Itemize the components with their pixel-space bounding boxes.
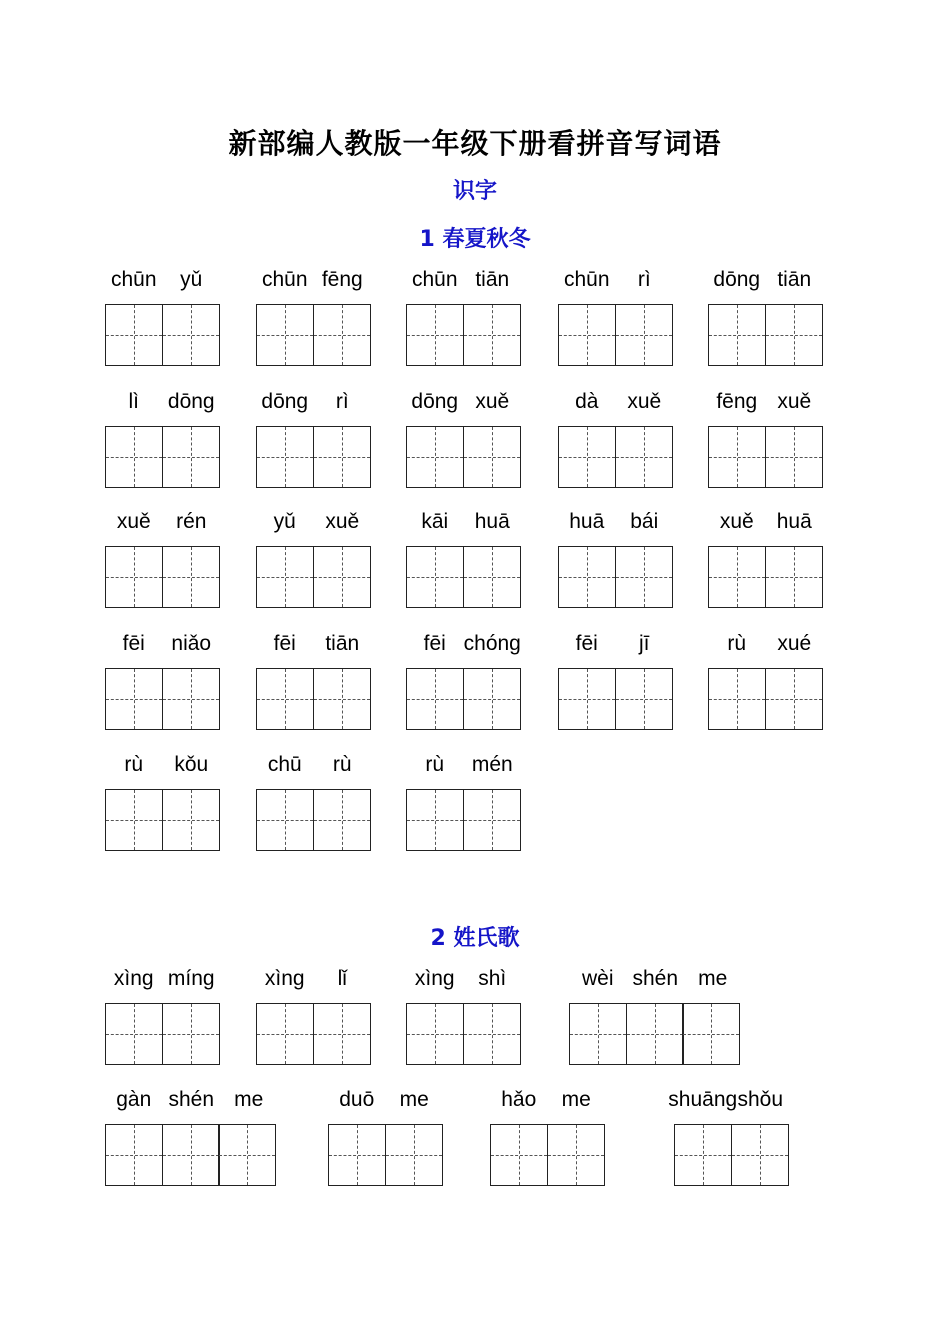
pinyin-syllable: xuě [325,510,360,533]
pinyin-syllable: niǎo [171,632,212,655]
pinyin-syllable: rì [637,268,651,291]
tianzige-box[interactable] [708,546,766,608]
tianzige-box[interactable] [615,426,673,488]
tianzige-box[interactable] [463,1003,521,1065]
writing-grid [105,1124,276,1186]
pinyin-syllable: me [399,1088,429,1111]
pinyin-syllable: shén [168,1088,215,1111]
pinyin-syllable: fēng [716,390,758,413]
writing-grid [256,426,371,488]
pinyin-syllable: chū [267,753,302,776]
pinyin-syllable: yǔ [180,268,203,291]
tianzige-box[interactable] [615,546,673,608]
section-heading: 识字 [452,179,497,204]
pinyin-syllable: xuě [116,510,151,533]
writing-grid [708,546,823,608]
pinyin-syllable: huā [474,510,510,533]
pinyin-syllable: dà [575,390,599,413]
pinyin-syllable: shén [632,967,679,990]
tianzige-box[interactable] [558,668,616,730]
pinyin-syllable: rù [332,753,352,776]
tianzige-box[interactable] [463,668,521,730]
pinyin-syllable: míng [167,967,215,990]
pinyin-syllable: tiān [475,268,510,291]
writing-grid [558,426,673,488]
pinyin-syllable: rù [425,753,445,776]
tianzige-box[interactable] [765,426,823,488]
pinyin-syllable: gàn [116,1088,152,1111]
tianzige-box[interactable] [162,426,220,488]
pinyin-syllable: lì [128,390,139,413]
pinyin-syllable: jī [639,632,650,655]
tianzige-box[interactable] [313,789,371,851]
tianzige-box[interactable] [708,304,766,366]
tianzige-box[interactable] [708,668,766,730]
pinyin-syllable: tiān [777,268,812,291]
tianzige-box[interactable] [162,668,220,730]
pinyin-syllable: xìng [264,967,305,990]
tianzige-box[interactable] [105,304,163,366]
tianzige-box[interactable] [256,546,314,608]
pinyin-syllable: fēi [273,632,296,655]
writing-grid [105,668,220,730]
pinyin-syllable: rù [727,632,747,655]
writing-grid [256,304,371,366]
tianzige-box[interactable] [463,789,521,851]
tianzige-box[interactable] [256,668,314,730]
pinyin-syllable: shì [478,967,507,990]
tianzige-box[interactable] [105,789,163,851]
pinyin-syllable: wèi [581,967,614,990]
pinyin-syllable: mén [471,753,513,776]
pinyin-syllable: me [561,1088,591,1111]
tianzige-box[interactable] [105,1124,163,1186]
tianzige-box[interactable] [162,546,220,608]
tianzige-box[interactable] [313,304,371,366]
pinyin-syllable: chóng [463,632,521,655]
tianzige-box[interactable] [313,668,371,730]
tianzige-box[interactable] [731,1124,789,1186]
tianzige-box[interactable] [313,546,371,608]
pinyin-syllable: fēi [423,632,446,655]
tianzige-box[interactable] [313,426,371,488]
tianzige-box[interactable] [558,304,616,366]
pinyin-syllable: xué [777,632,812,655]
tianzige-box[interactable] [105,546,163,608]
tianzige-box[interactable] [105,1003,163,1065]
tianzige-box[interactable] [162,1003,220,1065]
tianzige-box[interactable] [615,304,673,366]
pinyin-syllable: bái [630,510,659,533]
writing-grid [256,668,371,730]
tianzige-box[interactable] [313,1003,371,1065]
writing-grid [256,546,371,608]
writing-grid [328,1124,443,1186]
tianzige-box[interactable] [162,789,220,851]
pinyin-syllable: duō [339,1088,375,1111]
pinyin-syllable: chūn [261,268,308,291]
tianzige-box[interactable] [463,426,521,488]
tianzige-box[interactable] [256,789,314,851]
writing-grid [256,789,371,851]
writing-grid [569,1003,740,1065]
tianzige-box[interactable] [162,304,220,366]
tianzige-box[interactable] [406,304,464,366]
tianzige-box[interactable] [765,304,823,366]
tianzige-box[interactable] [162,1124,220,1186]
writing-grid [558,668,673,730]
pinyin-syllable: xìng [113,967,154,990]
writing-grid [406,1003,521,1065]
pinyin-syllable: kāi [421,510,449,533]
pinyin-syllable: rì [335,390,349,413]
tianzige-box[interactable] [406,789,464,851]
writing-grid [105,1003,220,1065]
tianzige-box[interactable] [406,426,464,488]
tianzige-box[interactable] [105,426,163,488]
pinyin-syllable: tiān [325,632,360,655]
tianzige-box[interactable] [682,1003,740,1065]
pinyin-syllable: kǒu [174,753,209,776]
pinyin-syllable: fēng [321,268,363,291]
pinyin-syllable: huā [776,510,812,533]
writing-grid [406,426,521,488]
pinyin-syllable: fēi [122,632,145,655]
section-heading: 1 春夏秋冬 [419,227,531,252]
pinyin-syllable: rù [124,753,144,776]
pinyin-syllable: shǒu [737,1088,784,1111]
tianzige-box[interactable] [765,546,823,608]
writing-grid [708,304,823,366]
tianzige-box[interactable] [385,1124,443,1186]
tianzige-box[interactable] [406,1003,464,1065]
pinyin-syllable: huā [569,510,605,533]
tianzige-box[interactable] [674,1124,732,1186]
writing-grid [674,1124,789,1186]
writing-grid [256,1003,371,1065]
pinyin-syllable: chūn [563,268,610,291]
tianzige-box[interactable] [328,1124,386,1186]
writing-grid [105,546,220,608]
pinyin-syllable: dōng [713,268,761,291]
pinyin-syllable: yǔ [273,510,296,533]
tianzige-box[interactable] [708,426,766,488]
pinyin-syllable: dōng [261,390,309,413]
page-title: 新部编人教版一年级下册看拼音写词语 [228,127,722,160]
tianzige-box[interactable] [256,304,314,366]
writing-grid [105,426,220,488]
pinyin-syllable: dōng [411,390,459,413]
writing-grid [406,546,521,608]
tianzige-box[interactable] [218,1124,276,1186]
tianzige-box[interactable] [406,546,464,608]
pinyin-syllable: chūn [110,268,157,291]
writing-grid [105,789,220,851]
pinyin-syllable: me [698,967,728,990]
tianzige-box[interactable] [626,1003,684,1065]
tianzige-box[interactable] [105,668,163,730]
pinyin-syllable: xuě [475,390,510,413]
tianzige-box[interactable] [765,668,823,730]
tianzige-box[interactable] [547,1124,605,1186]
pinyin-syllable: dōng [167,390,215,413]
pinyin-syllable: xuě [777,390,812,413]
section-heading: 2 姓氏歌 [430,926,520,951]
pinyin-syllable: me [234,1088,264,1111]
tianzige-box[interactable] [256,1003,314,1065]
pinyin-syllable: hǎo [501,1088,537,1111]
pinyin-syllable: xuě [719,510,754,533]
writing-grid [708,426,823,488]
writing-grid [558,304,673,366]
tianzige-box[interactable] [558,546,616,608]
pinyin-syllable: lǐ [337,967,347,990]
tianzige-box[interactable] [463,304,521,366]
tianzige-box[interactable] [256,426,314,488]
pinyin-syllable: chūn [411,268,458,291]
pinyin-syllable: xuě [627,390,662,413]
tianzige-box[interactable] [463,546,521,608]
writing-grid [105,304,220,366]
pinyin-syllable: rén [176,510,207,533]
tianzige-box[interactable] [615,668,673,730]
writing-grid [490,1124,605,1186]
writing-grid [708,668,823,730]
tianzige-box[interactable] [558,426,616,488]
writing-grid [406,304,521,366]
pinyin-syllable: xìng [414,967,455,990]
writing-grid [406,789,521,851]
tianzige-box[interactable] [406,668,464,730]
writing-grid [558,546,673,608]
tianzige-box[interactable] [490,1124,548,1186]
tianzige-box[interactable] [569,1003,627,1065]
pinyin-syllable: fēi [575,632,598,655]
pinyin-syllable: shuāng [668,1088,738,1111]
writing-grid [406,668,521,730]
